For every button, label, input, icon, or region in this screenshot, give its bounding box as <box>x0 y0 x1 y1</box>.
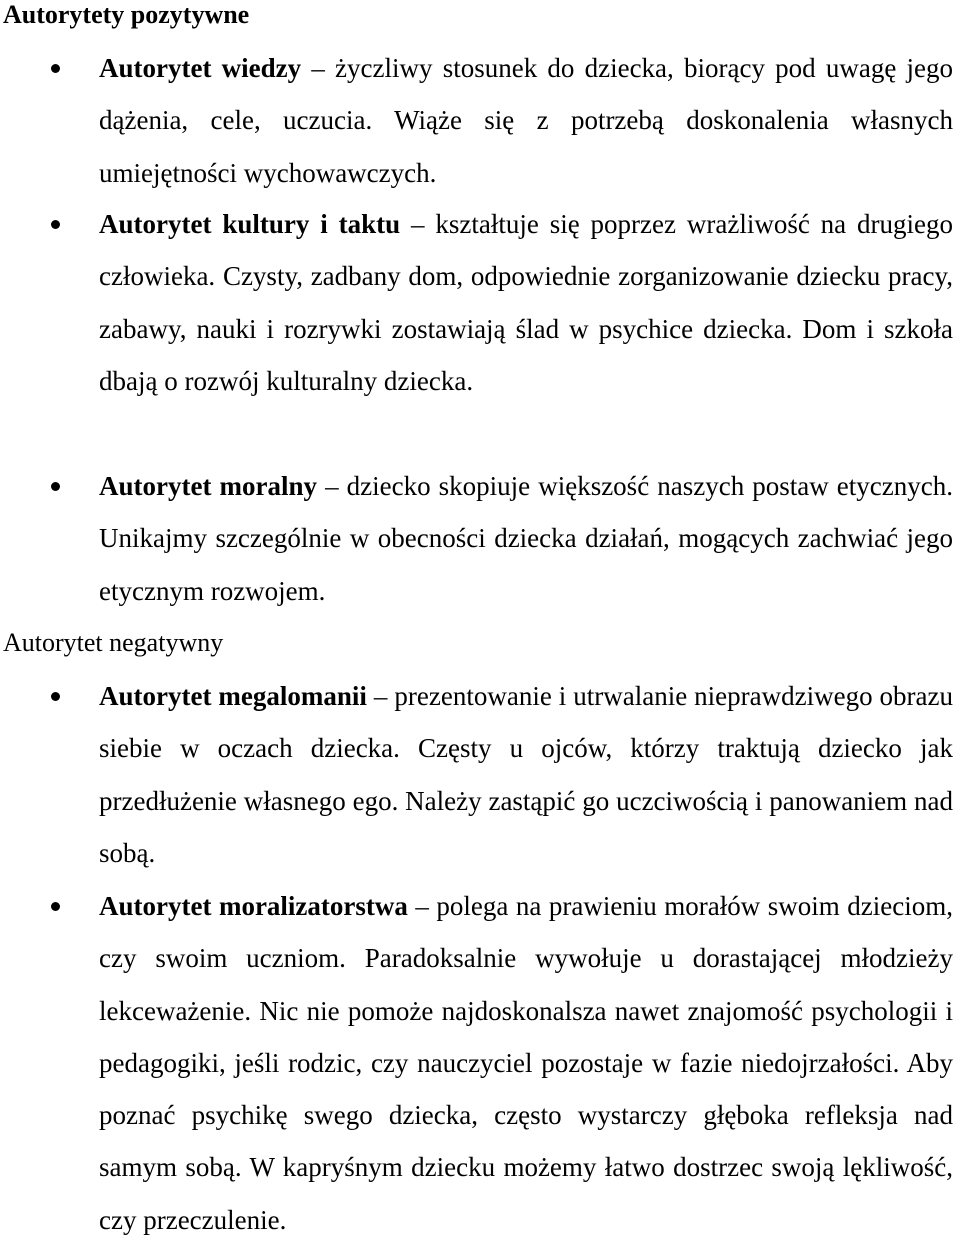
item-description: życzliwy stosunek do dziecka, biorący pod uwagę jego dążenia, cele, uczucia. Wiąże się z potrzebą doskonalenia własnych umiejętności wychowawczych. <box>99 53 953 188</box>
heading-positive-authorities: Autorytety pozytywne <box>3 0 250 29</box>
bullet-icon <box>51 64 60 73</box>
term-label: Autorytet megalomanii <box>99 681 367 711</box>
term-label: Autorytet moralny <box>99 471 318 501</box>
bullet-icon <box>51 220 60 229</box>
dash-separator: – <box>415 891 429 921</box>
list-item-text <box>99 198 953 407</box>
term-label: Autorytet wiedzy <box>99 53 302 83</box>
item-description: kształtuje się poprzez wrażliwość na drugiego człowieka. Czysty, zadbany dom, odpowiednie zorganizowanie dziecku pracy, zabawy, nauki i rozrywki zostawiają ślad w psychice dziecka. Dom i szkoła dbają o rozwój kulturalny dziecka. <box>99 209 954 396</box>
dash-separator: – <box>373 681 388 711</box>
item-description: dziecko skopiuje większość naszych postaw etycznych. Unikajmy szczególnie w obecności dziecka działań, mogących zachwiać jego etycznym rozwojem. <box>99 471 953 606</box>
dash-separator: – <box>311 53 325 83</box>
item-description: polega na prawieniu morałów swoim dzieciom, czy swoim uczniom. Paradoksalnie wywołuje u dorastającej młodzieży lekceważenie. Nic nie pomoże najdoskonalsza nawet znajomość psychologii i pedagogiki, jeśli rodzic, czy nauczyciel pozostaje w fazie niedojrzałości. Aby poznać psychikę swego dziecka, często wystarczy głęboka refleksja nad samym sobą. W kapryśnym dziecku możemy łatwo dostrzec swoją lękliwość, czy przeczulenie. <box>99 891 953 1235</box>
list-item-text <box>99 460 953 617</box>
bullet-icon <box>51 482 60 491</box>
bullet-icon <box>51 902 60 911</box>
bullet-icon <box>51 692 60 701</box>
list-item-text <box>99 42 953 199</box>
term-label: Autorytet kultury i taktu <box>99 209 401 239</box>
list-item-text <box>99 880 953 1246</box>
term-label: Autorytet moralizatorstwa <box>99 891 408 921</box>
dash-separator: – <box>410 209 425 239</box>
list-item-text <box>99 670 953 879</box>
dash-separator: – <box>325 471 339 501</box>
item-description: prezentowanie i utrwalanie nieprawdziwego obrazu siebie w oczach dziecka. Częsty u ojców, którzy traktują dziecko jak przedłużenie własnego ego. Należy zastąpić go uczciwością i panowaniem nad sobą. <box>99 681 954 868</box>
heading-negative-authority: Autorytet negatywny <box>3 628 224 657</box>
